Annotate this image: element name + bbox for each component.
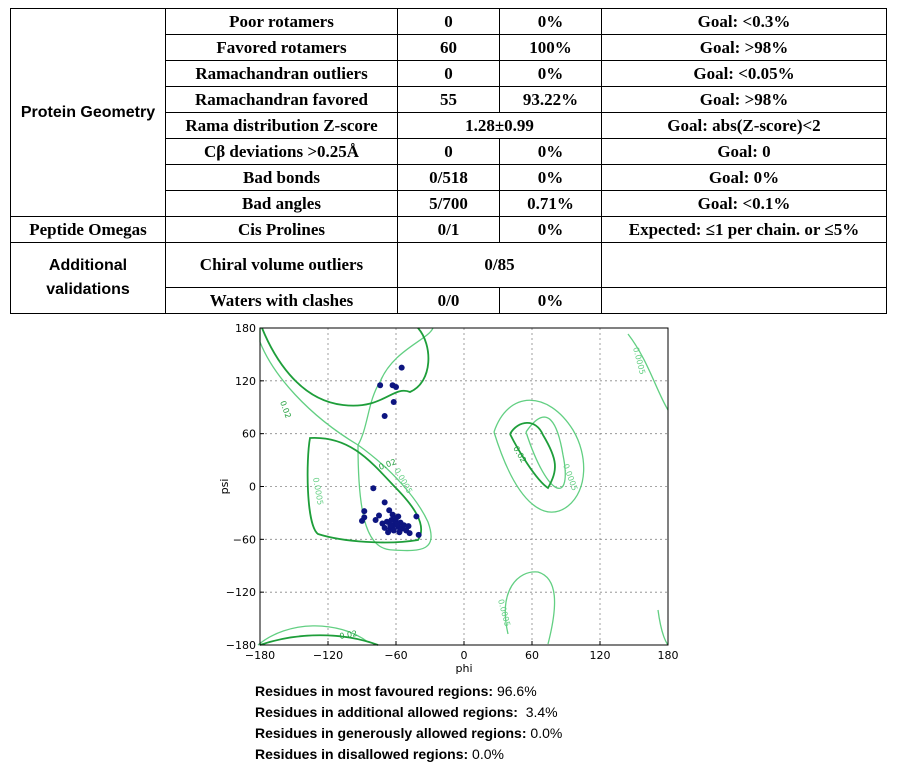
count-cell: 0/518 — [398, 165, 500, 191]
metric-cell: Chiral volume outliers — [166, 243, 398, 288]
count-cell: 0/0 — [398, 288, 500, 314]
group-additional-validations: Additional validations — [11, 243, 166, 314]
stat-label: Residues in most favoured regions: — [255, 683, 494, 699]
data-point — [393, 515, 399, 521]
ramachandran-plot — [218, 320, 688, 678]
metric-cell: Waters with clashes — [166, 288, 398, 314]
data-point — [373, 517, 379, 523]
stat-value: 3.4% — [517, 704, 558, 720]
stat-label: Residues in generously allowed regions: — [255, 725, 527, 741]
y-tick-label: −180 — [225, 639, 256, 652]
count-cell: 0/1 — [398, 217, 500, 243]
contour-label: 0.0005 — [392, 466, 415, 496]
data-point — [416, 532, 422, 538]
stat-value: 0.0% — [468, 746, 504, 762]
data-point — [387, 522, 393, 528]
percent-cell: 0% — [500, 139, 602, 165]
x-tick-label: −60 — [384, 649, 408, 662]
stat-value: 0.0% — [526, 725, 563, 741]
goal-cell: Goal: abs(Z-score)<2 — [602, 113, 887, 139]
count-cell: 0 — [398, 139, 500, 165]
count-cell: 0 — [398, 9, 500, 35]
data-point — [393, 384, 399, 390]
goal-cell: Goal: <0.05% — [602, 61, 887, 87]
percent-cell: 0% — [500, 288, 602, 314]
y-tick-label: −60 — [232, 533, 256, 547]
contour-inner-left — [526, 417, 565, 488]
contour-label: 0.0005 — [561, 462, 580, 492]
x-tick-label: 180 — [657, 649, 679, 662]
table-row — [11, 243, 887, 288]
stat-value: 96.6% — [493, 683, 537, 699]
count-cell: 5/700 — [398, 191, 500, 217]
goal-cell: Goal: <0.1% — [602, 191, 887, 217]
region-statistics — [255, 681, 562, 765]
data-point — [382, 413, 388, 419]
x-tick-label: −120 — [312, 649, 344, 662]
goal-cell — [602, 288, 887, 314]
contour-label: 0.0005 — [311, 476, 325, 506]
contour-right-edge-bottom — [658, 610, 668, 645]
contour-label: 0.02 — [278, 399, 293, 420]
count-cell: 55 — [398, 87, 500, 113]
y-tick-label: 180 — [235, 322, 256, 335]
group-protein-geometry: Protein Geometry — [11, 9, 166, 217]
y-tick-label: 120 — [235, 374, 256, 388]
stat-line — [255, 744, 562, 765]
value-cell: 1.28±0.99 — [398, 113, 602, 139]
contour-outer-left-arm — [494, 400, 584, 512]
goal-cell: Expected: ≤1 per chain. or ≤5% — [602, 217, 887, 243]
percent-cell: 100% — [500, 35, 602, 61]
percent-cell: 0.71% — [500, 191, 602, 217]
data-point — [413, 513, 419, 519]
goal-cell: Goal: 0 — [602, 139, 887, 165]
data-point — [382, 499, 388, 505]
contour-right-edge — [628, 334, 668, 410]
percent-cell: 0% — [500, 217, 602, 243]
contour-bottom-right — [505, 572, 554, 644]
data-point — [396, 529, 402, 535]
data-point — [391, 528, 397, 534]
table-row — [11, 9, 887, 35]
stat-line — [255, 723, 562, 744]
group-peptide-omegas: Peptide Omegas — [11, 217, 166, 243]
goal-cell — [602, 243, 887, 288]
x-tick-label: −180 — [244, 649, 276, 662]
metric-cell: Rama distribution Z-score — [166, 113, 398, 139]
metric-cell: Bad angles — [166, 191, 398, 217]
metric-cell: Cβ deviations >0.25Å — [166, 139, 398, 165]
metric-cell: Poor rotamers — [166, 9, 398, 35]
contour-label: 0.0005 — [496, 598, 513, 628]
count-cell: 0 — [398, 61, 500, 87]
count-cell: 60 — [398, 35, 500, 61]
data-point — [385, 529, 391, 535]
metric-cell: Favored rotamers — [166, 35, 398, 61]
data-point — [405, 523, 411, 529]
data-point — [394, 521, 400, 527]
metric-cell: Bad bonds — [166, 165, 398, 191]
stat-line — [255, 681, 562, 702]
y-axis-label: psi — [218, 478, 231, 495]
x-tick-label: 120 — [589, 649, 611, 662]
metric-cell: Ramachandran outliers — [166, 61, 398, 87]
data-point — [359, 518, 365, 524]
y-tick-label: 0 — [249, 480, 256, 494]
stat-label: Residues in additional allowed regions: — [255, 704, 518, 720]
y-tick-label: −120 — [225, 586, 256, 600]
data-point — [361, 508, 367, 514]
data-point — [399, 365, 405, 371]
stat-line — [255, 702, 562, 723]
contour-outer-top — [260, 328, 433, 445]
x-ticks — [245, 649, 679, 662]
x-tick-label: 60 — [525, 649, 539, 662]
percent-cell: 0% — [500, 61, 602, 87]
metric-cell: Cis Prolines — [166, 217, 398, 243]
x-axis-label: phi — [455, 662, 473, 675]
table-row — [11, 217, 887, 243]
percent-cell: 93.22% — [500, 87, 602, 113]
contour-labels — [278, 346, 647, 641]
percent-cell: 0% — [500, 165, 602, 191]
validation-table — [10, 8, 887, 314]
value-cell: 0/85 — [398, 243, 602, 288]
stat-label: Residues in disallowed regions: — [255, 746, 469, 762]
metric-cell: Ramachandran favored — [166, 87, 398, 113]
contour-label: 0.0005 — [631, 346, 648, 376]
goal-cell: Goal: >98% — [602, 87, 887, 113]
goal-cell: Goal: <0.3% — [602, 9, 887, 35]
data-point — [377, 382, 383, 388]
y-tick-label: 60 — [242, 427, 256, 441]
data-point — [407, 530, 413, 536]
data-point — [370, 485, 376, 491]
x-tick-label: 0 — [460, 649, 468, 662]
contour-label: 0.02 — [511, 444, 528, 465]
goal-cell: Goal: >98% — [602, 35, 887, 61]
data-point — [391, 399, 397, 405]
contour-label: 0.02 — [377, 457, 398, 472]
percent-cell: 0% — [500, 9, 602, 35]
goal-cell: Goal: 0% — [602, 165, 887, 191]
contour-label: 0.02 — [338, 629, 358, 641]
